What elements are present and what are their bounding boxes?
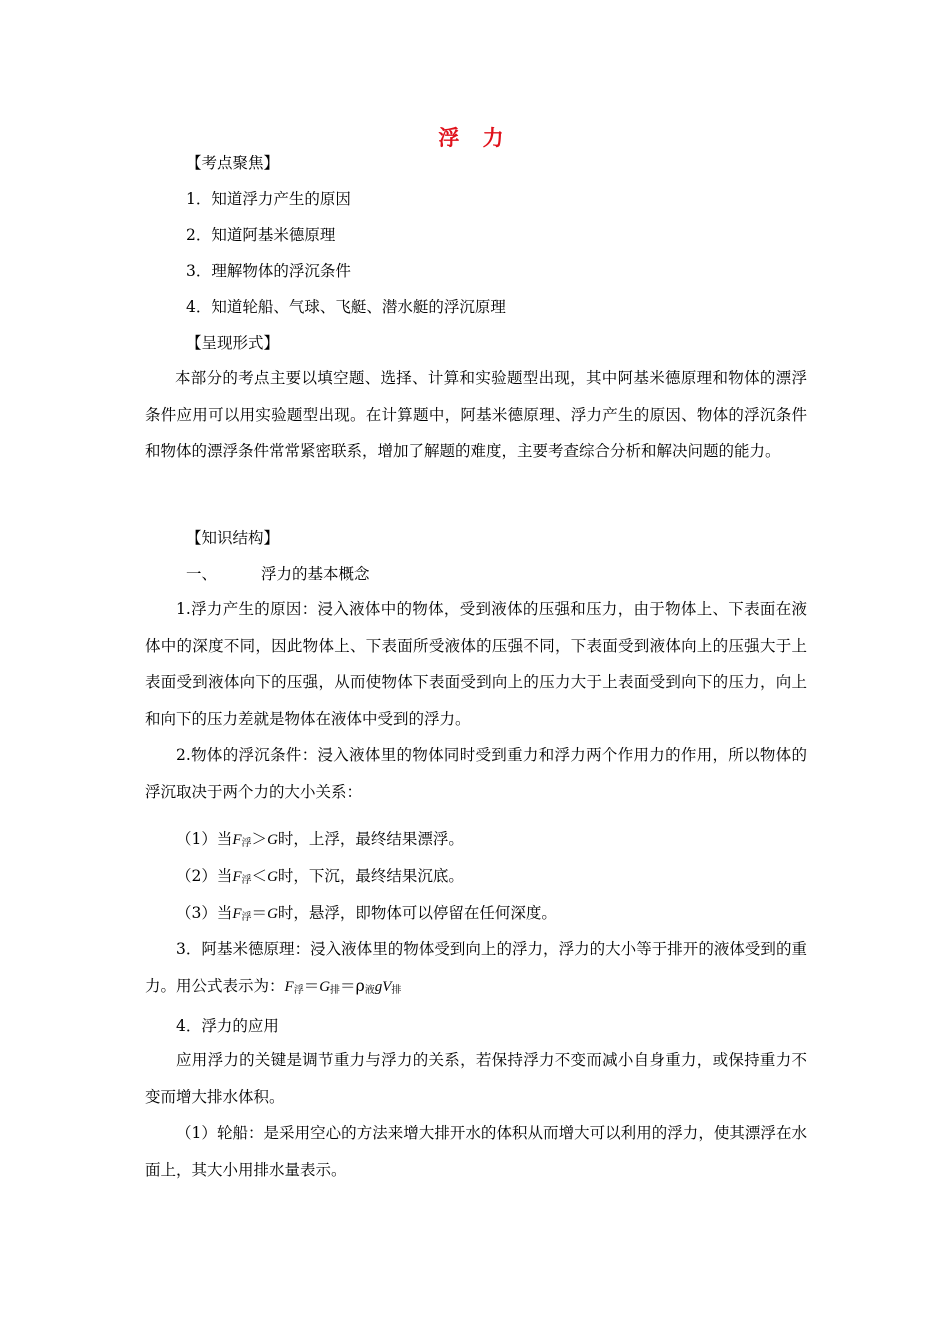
application-heading: 4．浮力的应用	[176, 1017, 279, 1035]
section-heading-format: 【呈现形式】	[186, 334, 280, 352]
page-title: 浮 力	[438, 125, 512, 150]
section-heading-focus: 【考点聚焦】	[186, 154, 280, 172]
condition-3: （3）当$F_浮=G$时，悬浮，即物体可以停留在任何深度。	[176, 904, 557, 923]
paragraph-buoyancy-cause: 1.浮力产生的原因：浸入液体中的物体，受到液体的压强和压力，由于物体上、下表面在液体中的深度不同，因此物体上、下表面所受液体的压强不同，下表面受到液体向上的压强大于上表面受到液体向下的压强，从而使物体下表面受到向上的压力大于上表面受到向下的压力，向上和向下的压力差就是物体在液体中受到的浮力。	[145, 600, 807, 728]
paragraph-archimedes: 3．阿基米德原理：浸入液体里的物体受到向上的浮力，浮力的大小等于排开的液体受到的重力。用公式表示为：$F_浮=G_排=\rho_液gV_排$	[145, 940, 807, 996]
subsection-heading	[186, 564, 370, 584]
subsection-title: 浮力的基本概念	[261, 565, 370, 583]
focus-item-1: 1．知道浮力产生的原因	[186, 190, 351, 208]
paragraph-application: 应用浮力的关键是调节重力与浮力的关系，若保持浮力不变而减小自身重力，或保持重力不变而增大排水体积。	[145, 1051, 807, 1106]
section-heading-structure: 【知识结构】	[186, 529, 280, 547]
format-paragraph: 本部分的考点主要以填空题、选择、计算和实验题型出现，其中阿基米德原理和物体的漂浮条件应用可以用实验题型出现。在计算题中，阿基米德原理、浮力产生的原因、物体的浮沉条件和物体的漂浮条件常常紧密联系，增加了解题的难度，主要考查综合分析和解决问题的能力。	[145, 369, 807, 460]
paragraph-float-sink: 2.物体的浮沉条件：浸入液体里的物体同时受到重力和浮力两个作用力的作用，所以物体的浮沉取决于两个力的大小关系：	[145, 746, 807, 801]
focus-item-2: 2．知道阿基米德原理	[186, 226, 336, 244]
subsection-number: 一、	[186, 565, 218, 583]
paragraph-ship: （1）轮船：是采用空心的方法来增大排开水的体积从而增大可以利用的浮力，使其漂浮在水面上，其大小用排水量表示。	[145, 1124, 807, 1179]
condition-2: （2）当$F_浮<G$时，下沉，最终结果沉底。	[176, 867, 464, 886]
condition-1: （1）当$F_浮>G$时，上浮，最终结果漂浮。	[176, 830, 464, 849]
focus-item-3: 3．理解物体的浮沉条件	[186, 262, 351, 280]
focus-item-4: 4．知道轮船、气球、飞艇、潜水艇的浮沉原理	[186, 298, 506, 316]
